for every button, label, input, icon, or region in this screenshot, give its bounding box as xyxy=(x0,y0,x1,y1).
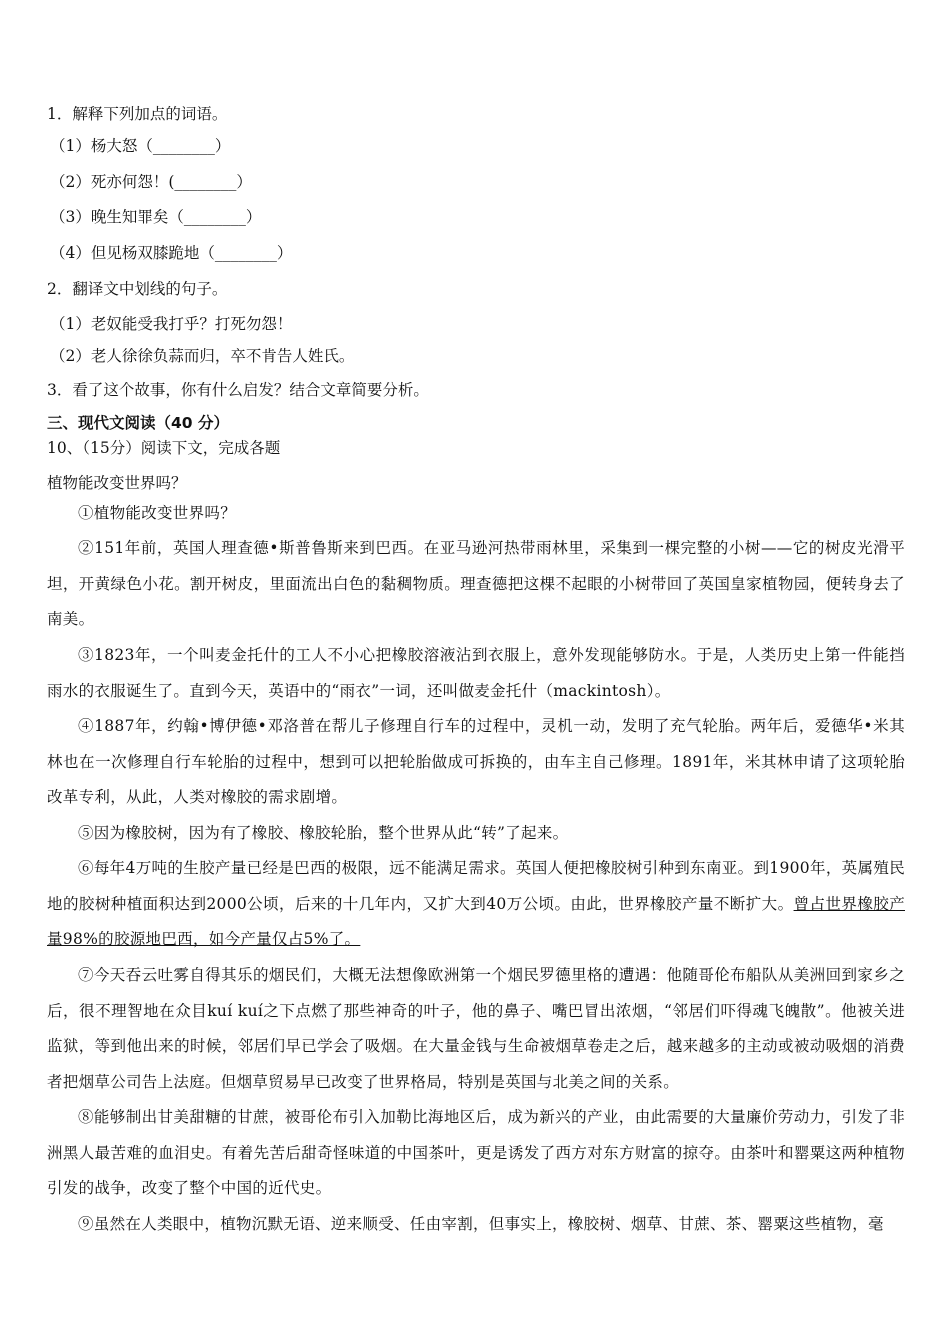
paragraph-9: ⑨虽然在人类眼中，植物沉默无语、逆来顺受、任由宰割，但事实上，橡胶树、烟草、甘蔗、茶、罂粟这些植物，毫 xyxy=(78,1215,884,1233)
question-1-item-1: （1）杨大怒（________） xyxy=(50,137,231,155)
underlined-sentence: 曾占世界橡胶产量98%的胶源地巴西，如今产量仅占5%了。 xyxy=(47,894,905,948)
question-1-item-4: （4）但见杨双膝跪地（________） xyxy=(50,244,293,262)
paragraph-7: ⑦今天吞云吐雾自得其乐的烟民们，大概无法想像欧洲第一个烟民罗德里格的遭遇：他随哥伦布船队从美洲回到家乡之后，很不理智地在众目kuí kuí之下点燃了那些神奇的叶子，他的鼻子、嘴巴冒出浓烟，“邻居们吓得魂飞魄散”。他被关进监狱，等到他出来的时候，邻居们早已学会了吸烟。在大量金钱与生命被烟草卷走之后，越来越多的主动或被动吸烟的消费者把烟草公司告上法庭。但烟草贸易早已改变了世界格局，特别是英国与北美之间的关系。 xyxy=(47,966,905,1091)
task-instruction: 10、（15分）阅读下文，完成各题 xyxy=(47,439,281,457)
paragraph-1: ①植物能改变世界吗？ xyxy=(78,504,237,522)
question-1-item-2: （2）死亦何怨！(________） xyxy=(50,173,252,191)
question-3: 3．看了这个故事，你有什么启发？结合文章简要分析。 xyxy=(47,381,429,399)
article-title: 植物能改变世界吗？ xyxy=(47,474,187,492)
paragraph-6 xyxy=(47,851,905,958)
paragraph-2: ②151年前，英国人理查德•斯普鲁斯来到巴西。在亚马逊河热带雨林里，采集到一棵完整的小树——它的树皮光滑平坦，开黄绿色小花。割开树皮，里面流出白色的黏稠物质。理查德把这棵不起眼的小树带回了英国皇家植物园，便转身去了南美。 xyxy=(47,539,905,628)
paragraph-5: ⑤因为橡胶树，因为有了橡胶、橡胶轮胎，整个世界从此“转”了起来。 xyxy=(78,824,569,842)
question-2: 2．翻译文中划线的句子。 xyxy=(47,280,228,298)
question-1-item-3: （3）晚生知罪矣（________） xyxy=(50,208,262,226)
question-2-item-1: （1）老奴能受我打乎？打死勿怨！ xyxy=(50,315,293,333)
paragraph-8: ⑧能够制出甘美甜糖的甘蔗，被哥伦布引入加勒比海地区后，成为新兴的产业，由此需要的大量廉价劳动力，引发了非洲黑人最苦难的血泪史。有着先苦后甜奇怪味道的中国茶叶，更是诱发了西方对东方财富的掠夺。由茶叶和罂粟这两种植物引发的战争，改变了整个中国的近代史。 xyxy=(47,1108,905,1197)
paragraph-3: ③1823年，一个叫麦金托什的工人不小心把橡胶溶液沾到衣服上，意外发现能够防水。于是，人类历史上第一件能挡雨水的衣服诞生了。直到今天，英语中的“雨衣”一词，还叫做麦金托什（mackintosh）。 xyxy=(47,646,905,700)
paragraph-6-text: ⑥每年4万吨的生胶产量已经是巴西的极限，远不能满足需求。英国人便把橡胶树引种到东南亚。到1900年，英属殖民地的胶树种植面积达到2000公顷，后来的十几年内，又扩大到40万公顷。由此，世界橡胶产量不断扩大。 xyxy=(47,859,905,913)
question-1: 1．解释下列加点的词语。 xyxy=(47,105,228,123)
paragraph-4: ④1887年，约翰•博伊德•邓洛普在帮儿子修理自行车的过程中，灵机一动，发明了充气轮胎。两年后，爱德华•米其林也在一次修理自行车轮胎的过程中，想到可以把轮胎做成可拆换的，由车主自己修理。1891年，米其林申请了这项轮胎改革专利，从此，人类对橡胶的需求剧增。 xyxy=(47,717,905,806)
section-heading: 三、现代文阅读（40 分） xyxy=(47,414,229,432)
question-2-item-2: （2）老人徐徐负蒜而归，卒不肯告人姓氏。 xyxy=(50,347,355,365)
